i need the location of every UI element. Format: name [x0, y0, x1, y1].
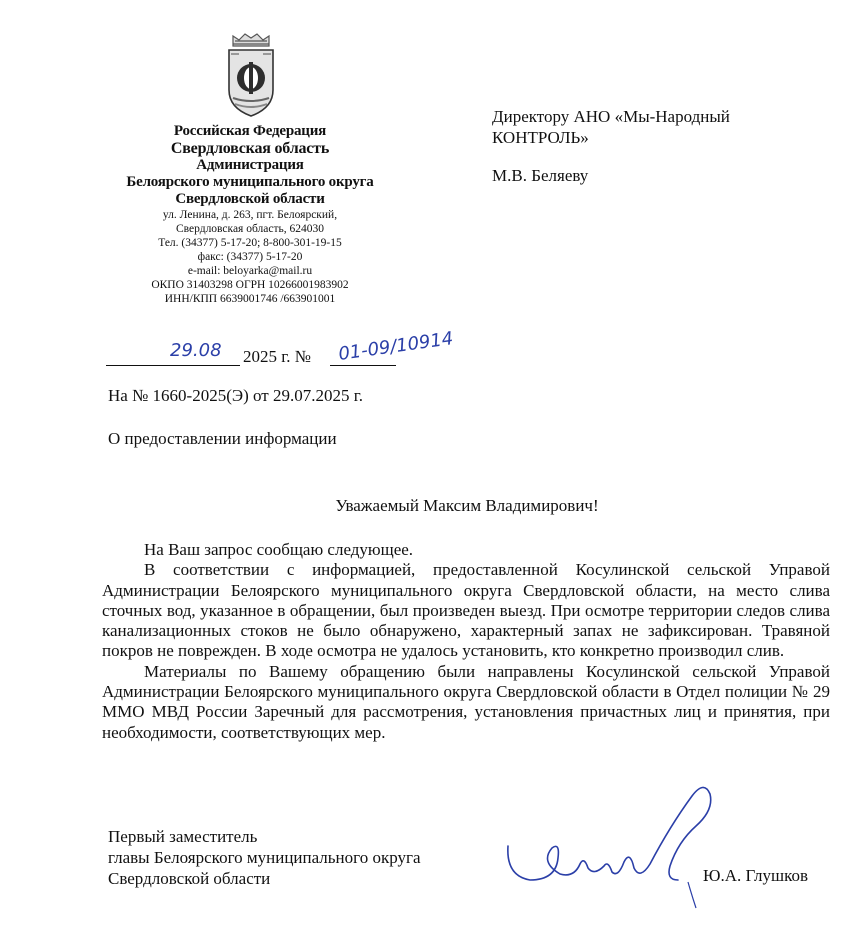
sender-org-line3: Свердловской области — [175, 191, 325, 207]
body-paragraph-3: Материалы по Вашему обращению были направлены Косулинской сельской Управой Администрации Белоярского муниципального округа Свердловской области в Отдел полиции № 29 ММО МВД России Заречный для рассмотрения, установления причастных лиц и принятия, при необходимости, соответствующих мер. — [102, 661, 830, 742]
salutation: Уважаемый Максим Владимирович! — [335, 496, 599, 515]
reply-reference: На № 1660-2025(Э) от 29.07.2025 г. — [108, 386, 364, 405]
sender-address-line1: ул. Ленина, д. 263, пгт. Белоярский, — [162, 209, 338, 221]
body-paragraph-2: В соответствии с информацией, предоставленной Косулинской сельской Управой Администрации Белоярского муниципального округа Свердловской области, на место слива сточных вод, указанное в обращении, был произведен выезд. При осмотре территории следов слива канализационных стоков не было обнаружено, характерный запах не зафиксирован. Травяной покров не поврежден. В ходе осмотра не удалось установить, кто конкретно производил слив. — [102, 560, 830, 661]
signatory-title — [108, 826, 421, 889]
body-paragraph-1: На Ваш запрос сообщаю следующее. — [144, 540, 414, 559]
subject-line: О предоставлении информации — [108, 429, 337, 448]
recipient-block — [492, 106, 730, 186]
sender-phone: Тел. (34377) 5-17-20; 8-800-301-19-15 — [158, 237, 342, 249]
sender-region: Свердловская область — [170, 140, 330, 157]
sender-codes: ОКПО 31403298 ОГРН 1026600198390​2 — [151, 279, 349, 291]
signatory-title-line3: Свердловской области — [108, 869, 271, 888]
outgoing-number: 01-09/10914 — [337, 328, 455, 365]
sender-address-line2: Свердловская область, 624030 — [175, 223, 324, 235]
sender-fax: факс: (34377) 5-17-20 — [197, 251, 303, 263]
sender-inn: ИНН/КПП 6639001746 /663901001 — [164, 293, 336, 305]
signatory-title-line1: Первый заместитель — [108, 827, 258, 846]
sender-org-line2: Белоярского муниципального округа — [126, 174, 374, 190]
date-underline — [106, 365, 240, 366]
coat-of-arms-emblem — [219, 32, 283, 120]
sender-org-line1: Администрация — [196, 157, 304, 173]
outgoing-date: 29.08 — [170, 340, 222, 361]
recipient-name: М.В. Беляеву — [492, 166, 589, 185]
signatory-title-line2: главы Белоярского муниципального округа — [108, 848, 421, 867]
outgoing-year-label: 2025 г. № — [243, 347, 312, 366]
recipient-line2: КОНТРОЛЬ» — [492, 128, 589, 147]
recipient-line1: Директору АНО «Мы-Народный — [492, 107, 730, 126]
signatory-name: Ю.А. Глушков — [703, 866, 809, 885]
sender-email: e-mail: beloyarka@mail.ru — [187, 265, 313, 277]
handwritten-signature — [500, 776, 740, 916]
number-underline — [330, 365, 396, 366]
sender-block — [100, 123, 400, 306]
sender-country: Российская Федерация — [173, 123, 327, 139]
letter-body — [102, 540, 830, 743]
